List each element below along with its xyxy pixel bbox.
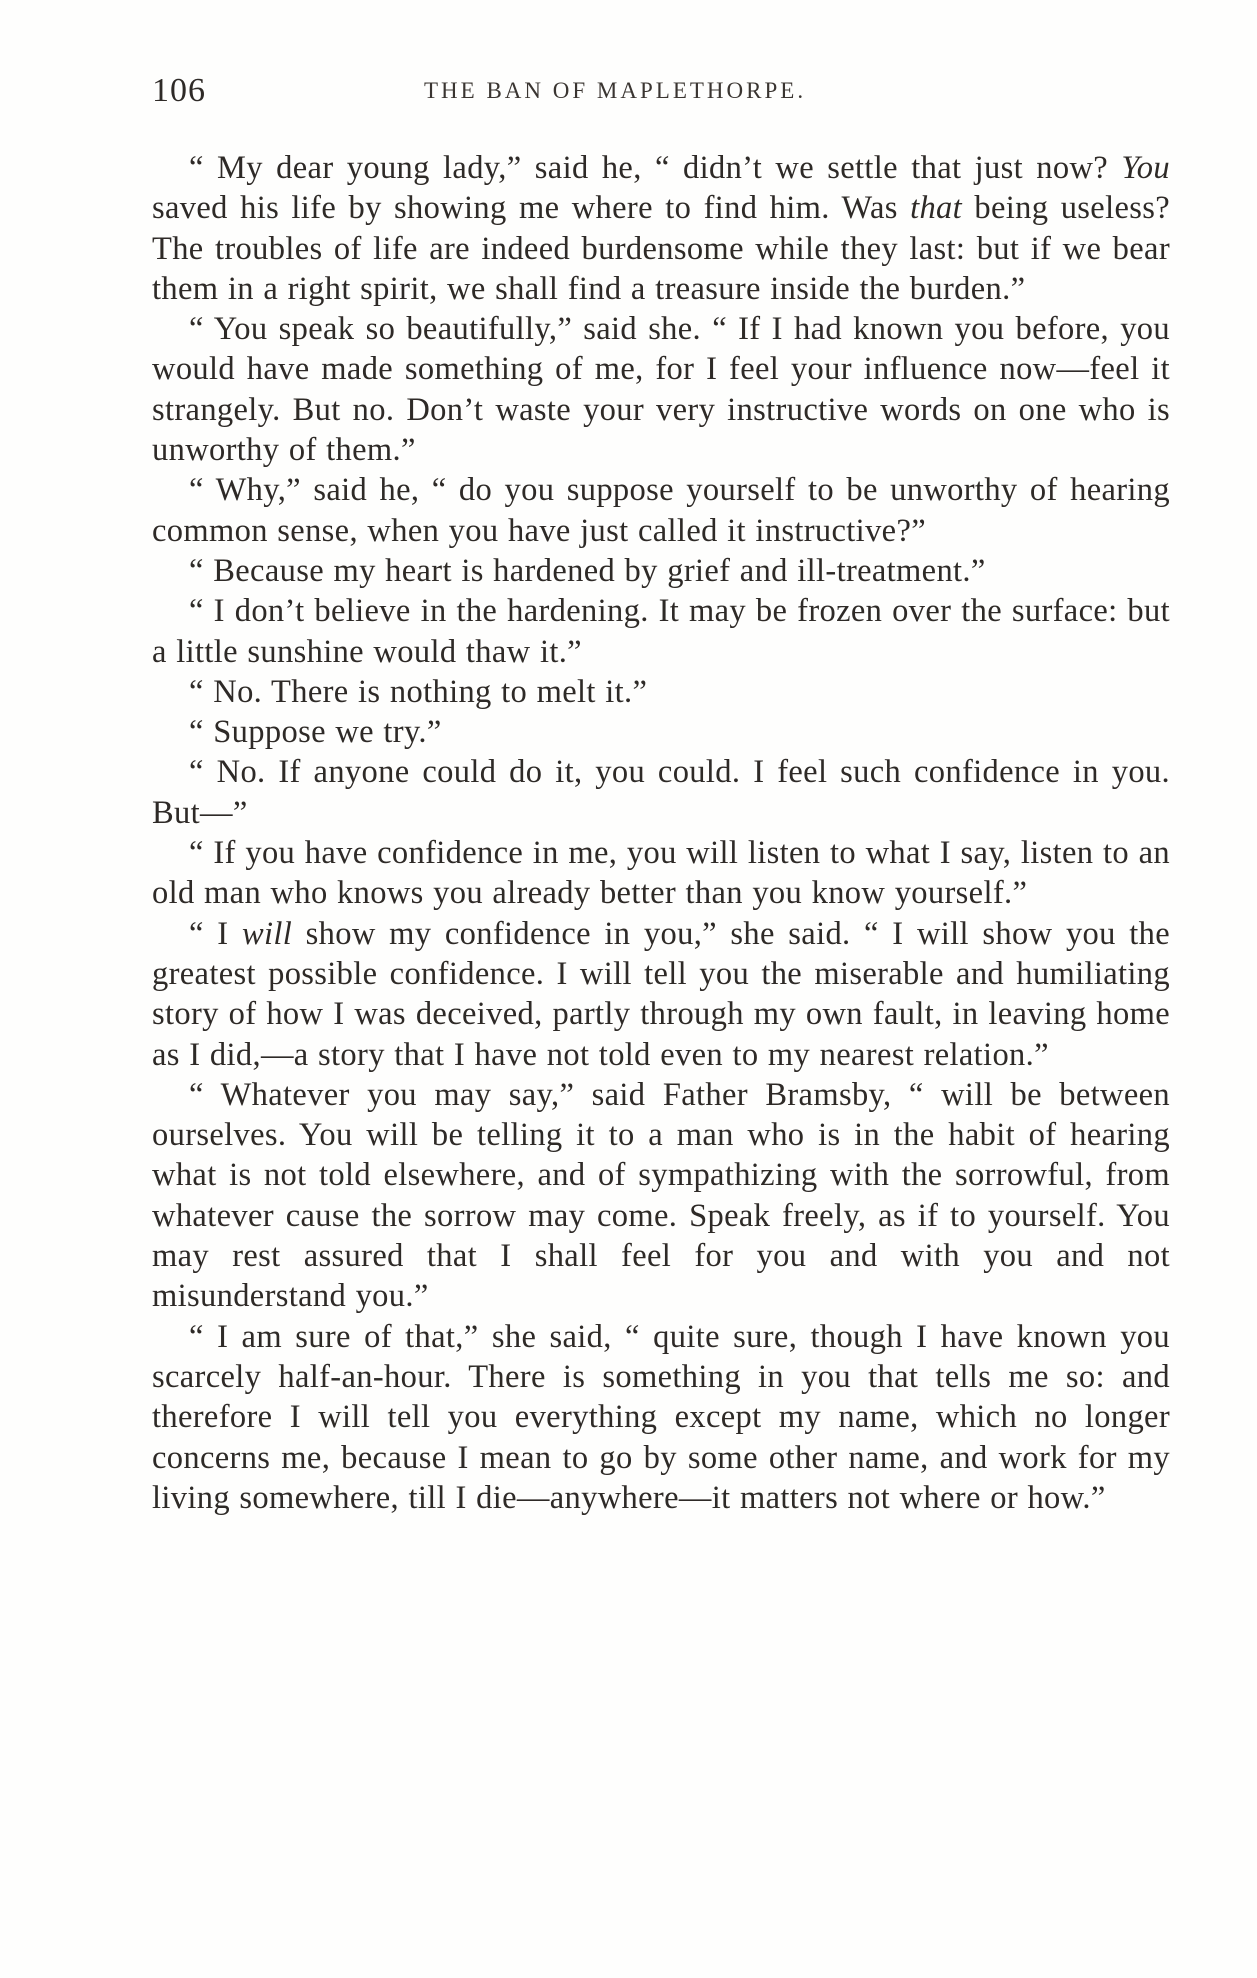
paragraph: “ You speak so beautifully,” said she. “ If I had known you before, you would have made something of me, for I feel your influence now—feel it strangely. But no. Don’t waste your very instructive words on one who is unworthy of them.” (152, 311, 1170, 469)
italic-emphasis: You (1121, 150, 1170, 186)
paragraph: “ I am sure of that,” she said, “ quite sure, though I have known you scarcely half-an-hour. There is something in you that tells me so: and therefore I will tell you everything except my name, which no longer concerns me, because I mean to go by some other name, and work for my living somewhere, till I die—anywhere—it matters not where or how.” (152, 1318, 1170, 1516)
paragraph-text: saved his life by showing me where to find him. Was (152, 190, 911, 227)
paragraph: “ If you have confidence in me, you will listen to what I say, listen to an old man who knows you already better than you know yourself.” (152, 835, 1170, 912)
page-number: 106 (152, 72, 206, 109)
paragraph: “ Whatever you may say,” said Father Bramsby, “ will be between ourselves. You will be telling it to a man who is in the habit of hearing what is not told elsewhere, and of sympathizing with the sorrowful, from whatever cause the sorrow may come. Speak freely, as if to yourself. You may rest assured that I shall feel for you and with you and not misunderstand you.” (152, 1076, 1170, 1315)
italic-emphasis: that (910, 190, 963, 227)
paragraph: “ Because my heart is hardened by grief and ill-treatment.” (189, 552, 986, 589)
paragraph: “ Suppose we try.” (189, 714, 442, 751)
paragraph: “ No. There is nothing to melt it.” (189, 673, 648, 710)
running-head (152, 72, 1170, 112)
paragraph: “ I don’t believe in the hardening. It may be frozen over the surface: but a little sunshine would thaw it.” (152, 593, 1170, 670)
paragraph (152, 148, 1170, 309)
paragraph: “ No. If anyone could do it, you could. I feel such confidence in you. But—” (152, 754, 1170, 831)
paragraph-text: show my confidence in you,” she said. “ I will show you the greatest possible confidence. I will tell you the miserable and humiliating story of how I was deceived, partly through my own fault, in leaving home as I did,—a story that I have not told even to my nearest relation.” (152, 915, 1170, 1073)
paragraph (152, 914, 1170, 1075)
body-text (152, 148, 1170, 1518)
running-title: THE BAN OF MAPLETHORPE. (424, 78, 807, 103)
paragraph-text: “ My dear young lady,” said he, “ didn’t we settle that just now? (189, 150, 1122, 186)
paragraph-text: being useless? The troubles of life are indeed burdensome while they last: but if we bear them in a right spirit, we shall find a treasure inside the burden.” (152, 190, 1171, 307)
paragraph: “ Why,” said he, “ do you suppose yourself to be unworthy of hearing common sense, when you have just called it instructive?” (152, 472, 1170, 549)
italic-emphasis: will (241, 915, 293, 952)
paragraph-text: “ I (189, 915, 242, 952)
